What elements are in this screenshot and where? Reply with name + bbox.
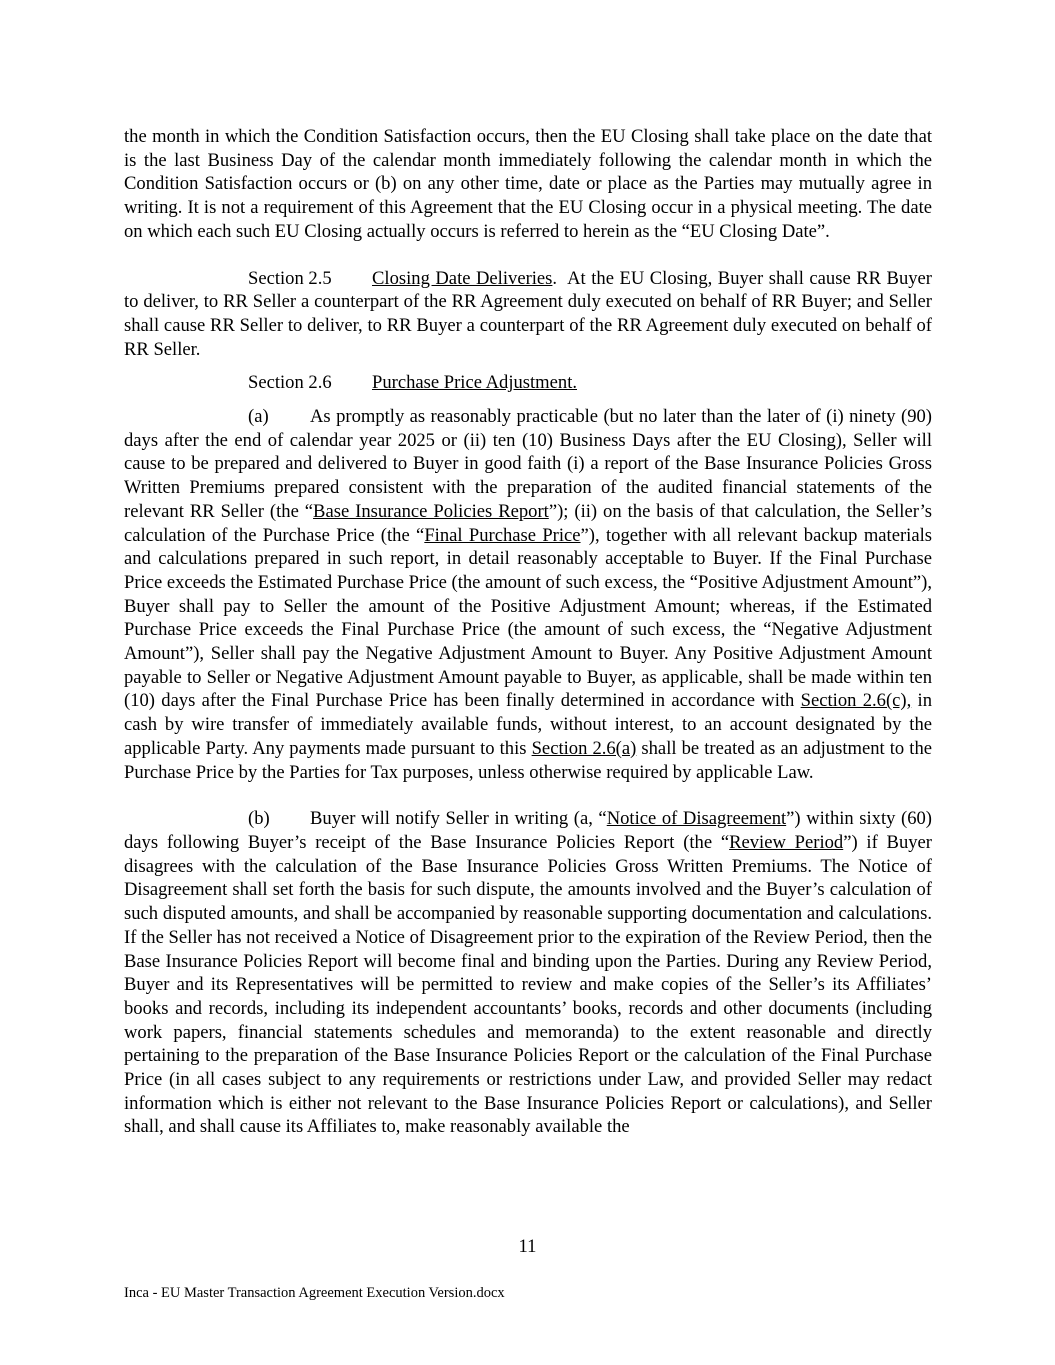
- section-2-5-title-punct: .: [552, 267, 558, 289]
- paragraph-b: [124, 807, 932, 1139]
- paragraph-a-text: in cash by wire transfer of immediately available funds, without interest, to an account designated by the applicable Party. Any payments made pursuant to this: [124, 690, 932, 759]
- section-2-5-number: Section 2.5: [248, 267, 332, 289]
- paragraph-a: [124, 405, 932, 784]
- defined-term-base-insurance-policies-report: Base Insurance Policies Report: [313, 500, 549, 522]
- section-2-6-heading: [124, 371, 932, 395]
- paragraph-a-text: As promptly as reasonably practicable (but no later than the later of (i) ninety (90) days after the end of calendar year 2025 or (ii) ten (10) Business Days after the EU Closing), Seller will cause to be prepared and delivered to Buyer in good faith (i) a report of the Base Insurance Policies Gross Written Premiums prepared consistent with the preparation of the audited financial statements of the relevant RR Seller (the “: [124, 406, 932, 522]
- paragraph-b-text: ”) if Buyer disagrees with the calculation of the Base Insurance Policies Gross Written Premiums. The Notice of Disagreement shall set forth the basis for such dispute, the amounts involved and the Buyer’s calculation of such disputed amounts, and shall be accompanied by reasonable supporting documentation and calculations. If the Seller has not received a Notice of Disagreement prior to the expiration of the Review Period, then the Base Insurance Policies Report will become final and binding upon the Parties. During any Review Period, Buyer and its Representatives will be permitted to review and make copies of the Seller’s its Affiliates’ books and records, including its independent accountants’ books, records and other documents (including work papers, financial statements schedules and memoranda) to the extent reasonable and directly pertaining to the preparation of the Base Insurance Policies Report or the calculation of the Final Purchase Price (in all cases subject to any requirements or restrictions under Law, and provided Seller may redact information which is either not relevant to the Base Insurance Policies Report or calculations), and Seller shall, and shall cause its Affiliates to, make reasonably available the: [124, 831, 932, 1138]
- section-2-5-paragraph: [124, 267, 932, 362]
- paragraph-a-text: ”); (ii) on the basis of that calculation, the Seller’s calculation of the Purchase Price (the “: [124, 500, 933, 546]
- paragraph-a-text: ”), together with all relevant backup materials and calculations prepared in such report, in detail reasonably acceptable to Buyer. If the Final Purchase Price exceeds the Estimated Purchase Price (the amount of such excess, the “Positive Adjustment Amount”), Buyer shall pay to Seller the amount of the Positive Adjustment Amount; whereas, if the Estimated Purchase Price exceeds the Final Purchase Price (the amount of such excess, the “Negative Adjustment Amount”), Seller shall pay the Negative Adjustment Amount to Buyer. Any Positive Adjustment Amount payable to Seller or Negative Adjustment Amount payable to Buyer, as applicable, shall be made within ten (10) days after the Final Purchase Price has been finally determined in accordance with: [124, 524, 932, 712]
- section-2-6-title: Purchase Price Adjustment.: [372, 372, 578, 394]
- defined-term-notice-of-disagreement: Notice of Disagreement: [606, 808, 787, 830]
- page-number: 11: [518, 1236, 537, 1257]
- paragraph-b-label: (b): [248, 808, 270, 830]
- section-2-5-body: At the EU Closing, Buyer shall cause RR Buyer to deliver, to RR Seller a counterpart of the RR Agreement duly executed on behalf of RR Buyer; and Seller shall cause RR Seller to deliver, to RR Buyer a counterpart of the RR Agreement duly executed on behalf of RR Seller.: [124, 267, 932, 360]
- defined-term-review-period: Review Period: [729, 831, 844, 853]
- paragraph-b-text: ”) within sixty (60) days following Buyer’s receipt of the Base Insurance Policies Report (the “: [124, 808, 932, 853]
- cross-reference-section-2-6-a: Section 2.6(a): [531, 737, 637, 759]
- paragraph-a-label: (a): [248, 406, 269, 428]
- paragraph-b-text: Buyer will notify Seller in writing (a, “: [310, 808, 607, 830]
- cross-reference-section-2-6-c: Section 2.6(c),: [800, 690, 912, 712]
- section-2-6-number: Section 2.6: [248, 372, 332, 394]
- intro-paragraph: the month in which the Condition Satisfaction occurs, then the EU Closing shall take place on the date that is the last Business Day of the calendar month immediately following the calendar month in which the Condition Satisfaction occurs or (b) on any other time, date or place as the Parties may mutually agree in writing. It is not a requirement of this Agreement that the EU Closing occur in a physical meeting. The date on which each such EU Closing actually occurs is referred to herein as the “EU Closing Date”.: [124, 126, 932, 242]
- document-page: [124, 125, 932, 1139]
- section-2-5-title: Closing Date Deliveries: [372, 267, 553, 289]
- defined-term-final-purchase-price: Final Purchase Price: [424, 524, 581, 546]
- document-footer: Inca - EU Master Transaction Agreement Execution Version.docx: [124, 1285, 505, 1301]
- paragraph-a-text: shall be treated as an adjustment to the Purchase Price by the Parties for Tax purposes, unless otherwise required by applicable Law.: [124, 737, 932, 783]
